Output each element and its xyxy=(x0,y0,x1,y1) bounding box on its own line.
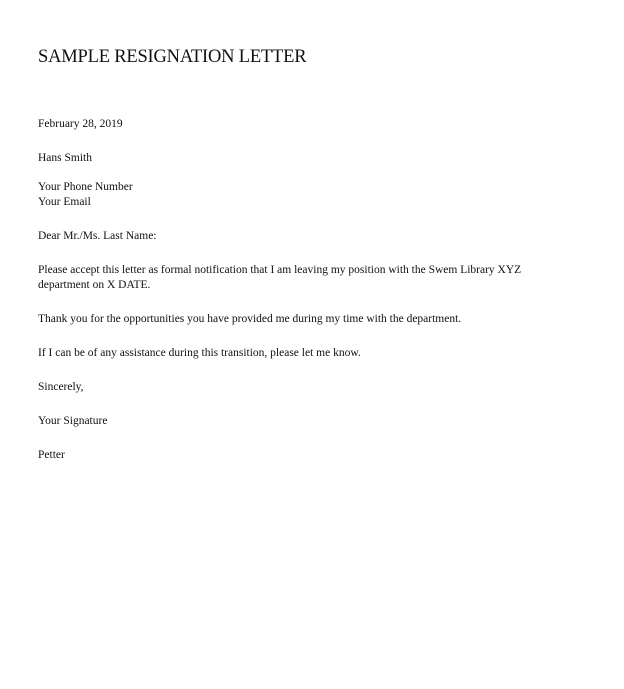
paragraph-thanks: Thank you for the opportunities you have provided me during my time with the department. xyxy=(38,313,462,325)
sender-name: Hans Smith xyxy=(38,152,92,164)
contact-block xyxy=(38,180,598,210)
closing: Sincerely, xyxy=(38,381,84,393)
paragraph-notification-line-1: Please accept this letter as formal notification that I am leaving my position with the Swem Library XYZ xyxy=(38,264,522,276)
resignation-letter xyxy=(38,46,598,463)
paragraph-notification-line-2: department on X DATE. xyxy=(38,279,151,291)
salutation: Dear Mr./Ms. Last Name: xyxy=(38,230,157,242)
signature-line: Your Signature xyxy=(38,415,108,427)
letter-title: SAMPLE RESIGNATION LETTER xyxy=(38,47,307,67)
letter-date: February 28, 2019 xyxy=(38,118,123,130)
printed-name: Petter xyxy=(38,449,65,461)
sender-email: Your Email xyxy=(38,196,91,208)
paragraph-assistance: If I can be of any assistance during this transition, please let me know. xyxy=(38,347,361,359)
sender-phone: Your Phone Number xyxy=(38,181,133,193)
paragraph-notification xyxy=(38,263,598,293)
